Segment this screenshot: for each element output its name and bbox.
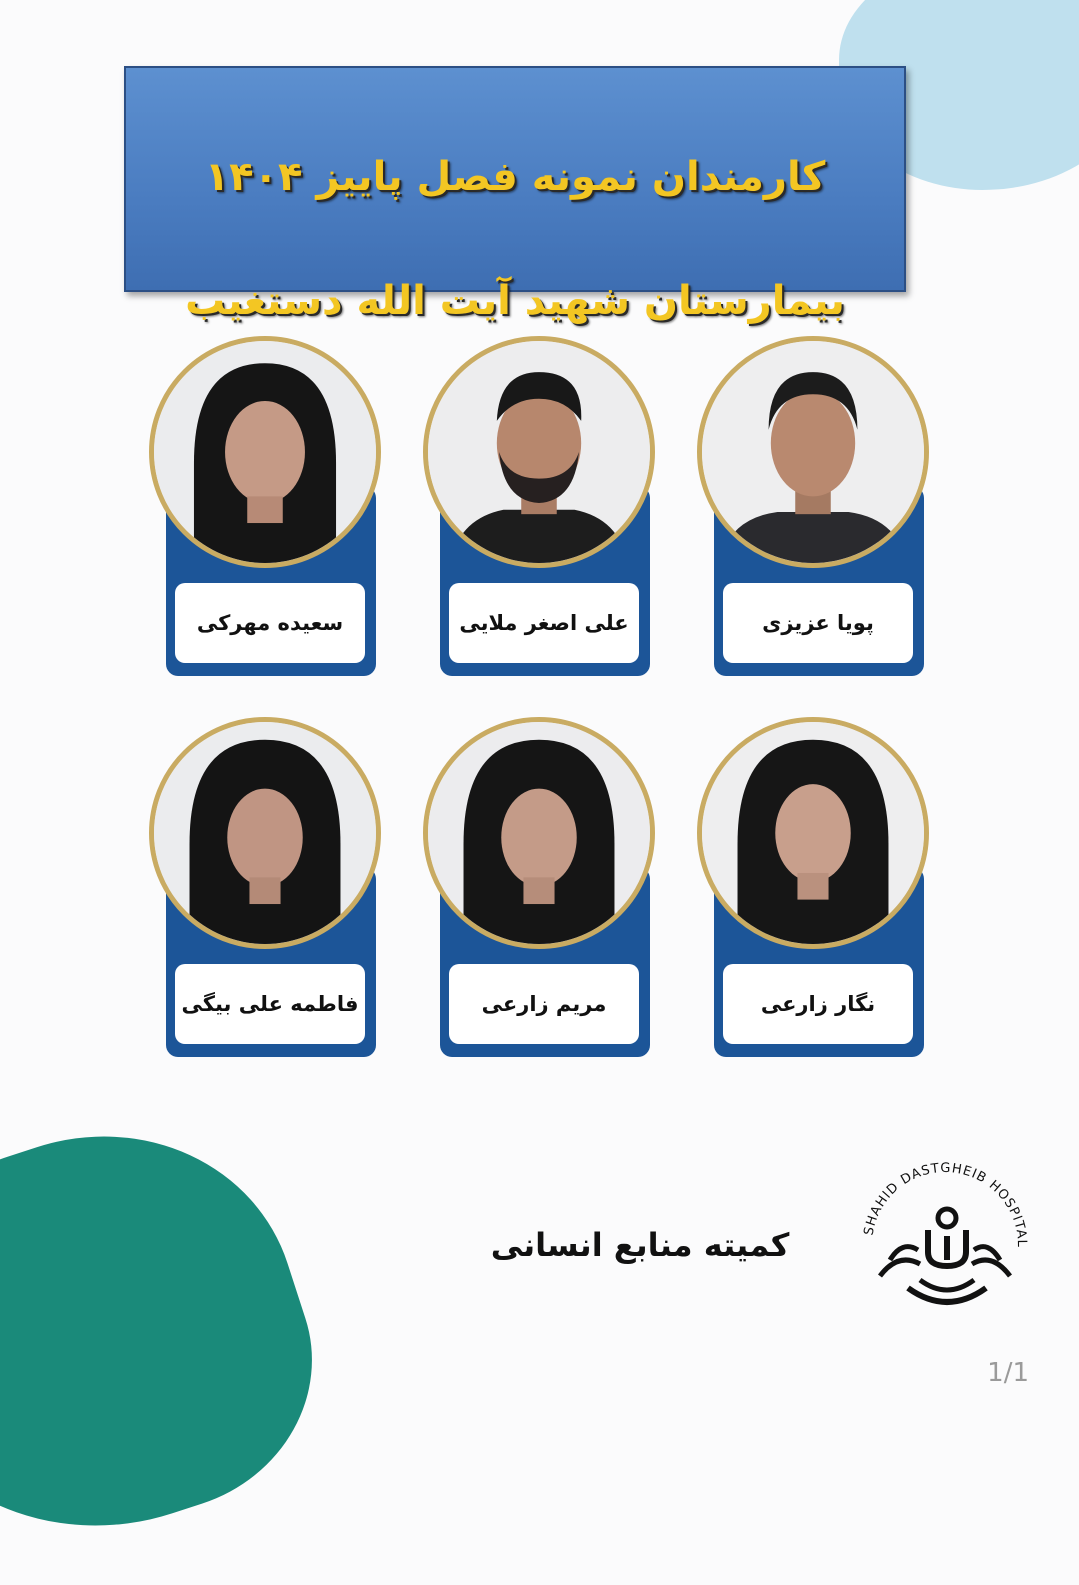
employee-photo	[423, 717, 655, 949]
page-indicator: 1/1	[987, 1358, 1029, 1388]
employee-photo	[423, 336, 655, 568]
employee-card	[437, 336, 655, 668]
employee-name: نگار زارعی	[723, 964, 913, 1044]
employee-card	[163, 717, 381, 1049]
employee-photo	[149, 717, 381, 949]
title-line-2: بیمارستان شهید آیت الله دستغیب	[185, 278, 845, 324]
employee-photo	[697, 336, 929, 568]
committee-label: کمیته منابع انسانی	[490, 1226, 790, 1264]
title-banner	[124, 66, 906, 324]
employee-card	[711, 717, 929, 1049]
hospital-logo	[850, 1140, 1040, 1330]
employee-card	[163, 336, 381, 668]
decorative-blob-bottom	[0, 1085, 350, 1585]
employee-name: سعیده مهرکی	[175, 583, 365, 663]
logo-text: SHAHID DASTGHEIB HOSPITAL	[861, 1160, 1030, 1248]
svg-text:SHAHID DASTGHEIB HOSPITAL	[862, 1161, 1029, 1248]
employee-name: پویا عزیزی	[723, 583, 913, 663]
employee-photo	[697, 717, 929, 949]
employee-card	[437, 717, 655, 1049]
title-line-1: کارمندان نمونه فصل پاییز ۱۴۰۴	[204, 154, 826, 200]
employee-name: علی اصغر ملایی	[449, 583, 639, 663]
employee-card	[711, 336, 929, 668]
employee-name: مریم زارعی	[449, 964, 639, 1044]
employee-name: فاطمه علی بیگی	[175, 964, 365, 1044]
employee-photo	[149, 336, 381, 568]
